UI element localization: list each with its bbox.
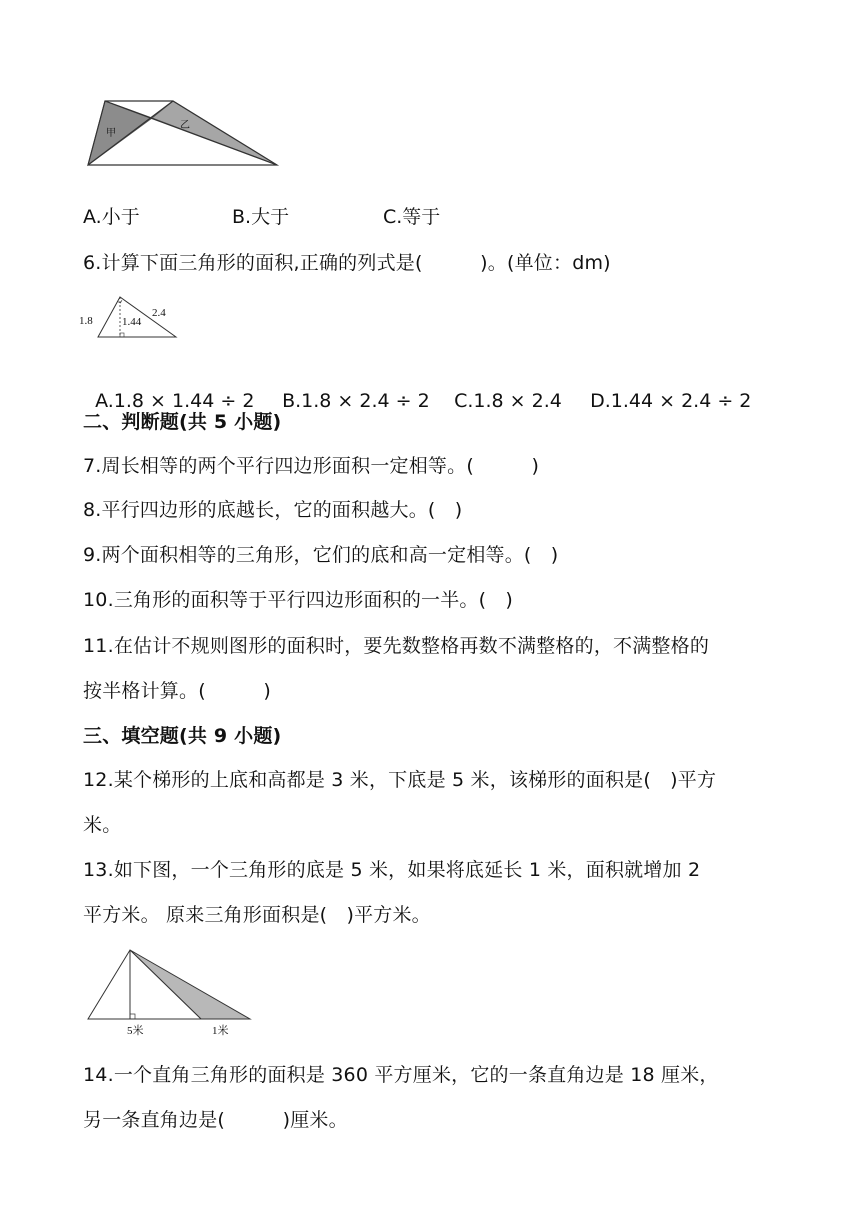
- q5-label-jia: 甲: [106, 128, 116, 139]
- q12-question-line1: 12.某个梯形的上底和高都是 3 米，下底是 5 米，该梯形的面积是( )平方: [83, 769, 717, 791]
- q6-label-left: 1.8: [79, 315, 93, 327]
- q6-label-height: 1.44: [122, 316, 142, 328]
- q5-option-c: C.等于: [383, 206, 441, 228]
- q8-question: 8.平行四边形的底越长，它的面积越大。( ): [83, 499, 463, 521]
- section-2-heading: 二、判断题(共 5 小题): [83, 411, 282, 433]
- q7-question: 7.周长相等的两个平行四边形面积一定相等。( ): [83, 455, 540, 477]
- q6-option-d-letter: D.: [590, 390, 611, 412]
- q6-option-a-letter: A.: [95, 390, 114, 412]
- q6-question: 6.计算下面三角形的面积,正确的列式是( )。(单位：dm): [83, 252, 611, 274]
- q6-figure: [78, 293, 180, 341]
- q6-option-d-expr: 1.44 × 2.4 ÷ 2: [610, 390, 752, 412]
- q6-option-c-letter: C.: [454, 390, 474, 412]
- q6-option-b: [270, 365, 430, 413]
- q6-option-c-expr: 1.8 × 2.4: [473, 390, 562, 412]
- q13-question-line2: 平方米。 原来三角形面积是( )平方米。: [83, 904, 431, 926]
- q5-triangle-yi: [152, 101, 277, 165]
- section-3-heading: 三、填空题(共 9 小题): [83, 725, 282, 747]
- q5-option-a: A.小于: [83, 206, 140, 228]
- q9-question: 9.两个面积相等的三角形，它们的底和高一定相等。( ): [83, 544, 559, 566]
- q12-question-line2: 米。: [83, 814, 122, 836]
- q6-option-a: [83, 365, 254, 413]
- q6-label-right: 2.4: [152, 307, 166, 319]
- q13-figure: [84, 946, 256, 1038]
- q13-question-line1: 13.如下图，一个三角形的底是 5 米，如果将底延长 1 米，面积就增加 2: [83, 859, 701, 881]
- q5-figure: [84, 96, 280, 170]
- q11-question-line1: 11.在估计不规则图形的面积时，要先数整格再数不满整格的，不满整格的: [83, 635, 710, 657]
- q5-label-yi: 乙: [180, 120, 190, 131]
- q11-question-line2: 按半格计算。( ): [83, 680, 272, 702]
- q13-label-extension: 1米: [212, 1025, 229, 1037]
- q14-question-line1: 14.一个直角三角形的面积是 360 平方厘米，它的一条直角边是 18 厘米，: [83, 1064, 719, 1086]
- q5-triangle-jia: [88, 101, 152, 165]
- q13-label-base: 5米: [127, 1025, 144, 1037]
- q6-option-d: [578, 365, 751, 413]
- q5-option-b: B.大于: [232, 206, 290, 228]
- q6-option-a-expr: 1.8 × 1.44 ÷ 2: [113, 390, 255, 412]
- q6-option-c: [442, 365, 562, 413]
- q6-option-b-letter: B.: [282, 390, 302, 412]
- q14-question-line2: 另一条直角边是( )厘米。: [83, 1109, 348, 1131]
- q10-question: 10.三角形的面积等于平行四边形面积的一半。( ): [83, 589, 514, 611]
- q6-option-b-expr: 1.8 × 2.4 ÷ 2: [301, 390, 430, 412]
